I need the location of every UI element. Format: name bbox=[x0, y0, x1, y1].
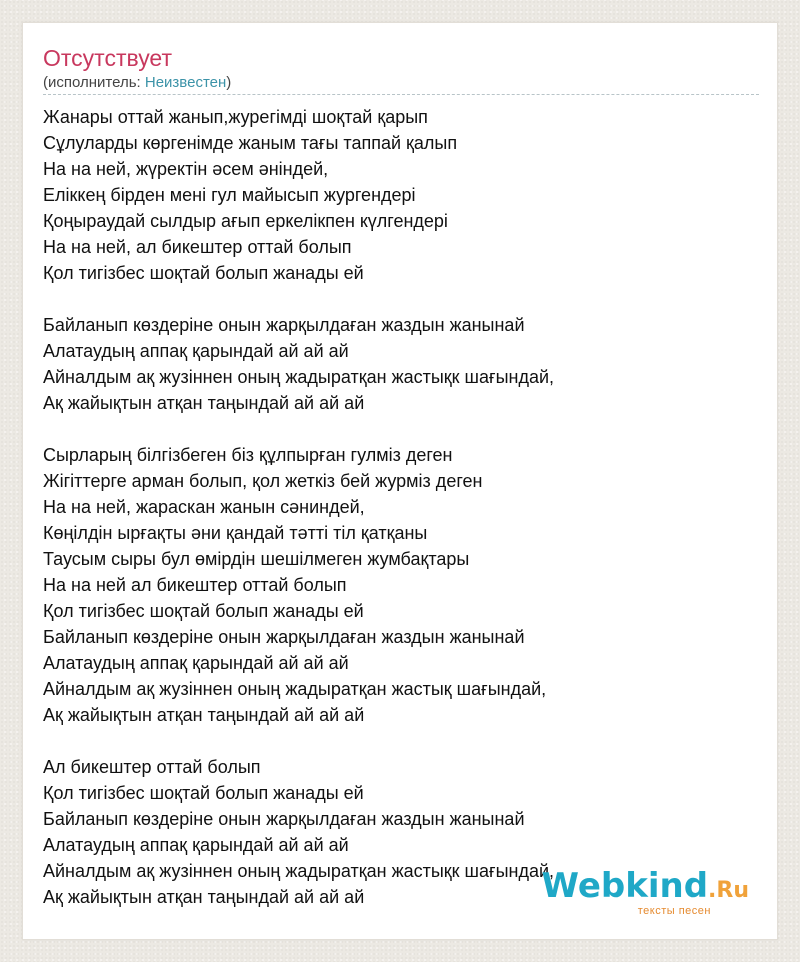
lyrics-text bbox=[43, 104, 759, 910]
lyric-line: Алатаудың аппақ қарындай ай ай ай bbox=[43, 653, 349, 673]
lyric-line: Сұлуларды көргенімде жаным тағы таппай қалып bbox=[43, 133, 458, 153]
song-title: Отсутствует bbox=[43, 45, 172, 71]
logo-word: Webkind bbox=[541, 866, 709, 906]
lyric-line: Қол тигізбес шоқтай болып жанады ей bbox=[43, 263, 364, 283]
lyric-line: Айналдым ақ жузіннен оның жадыратқан жастықк шағындай, bbox=[43, 367, 555, 387]
lyric-line: Алатаудың аппақ қарындай ай ай ай bbox=[43, 341, 349, 361]
lyric-line: Таусым сыры бул өмірдін шешілмеген жумбақтары bbox=[43, 549, 470, 569]
lyric-line: Айналдым ақ жузіннен оның жадыратқан жастық шағындай, bbox=[43, 679, 547, 699]
artist-suffix: ) bbox=[226, 74, 232, 91]
lyric-line: Ақ жайықтын атқан таңындай ай ай ай bbox=[43, 393, 365, 413]
lyric-line: Жанары оттай жанып,журегімді шоқтай қарып bbox=[43, 107, 428, 127]
lyric-line: На на ней ал бикештер оттай болып bbox=[43, 575, 347, 595]
artist-link[interactable]: Неизвестен bbox=[144, 74, 227, 91]
webkind-logo[interactable] bbox=[542, 868, 749, 917]
artist-line bbox=[43, 73, 231, 93]
lyric-line: Ал бикештер оттай болып bbox=[43, 757, 261, 777]
lyrics-stanza bbox=[43, 442, 759, 728]
lyrics-stanza bbox=[43, 104, 759, 286]
artist-prefix: (исполнитель: bbox=[43, 74, 145, 91]
lyric-line: Жігіттерге арман болып, қол жеткіз бей журміз деген bbox=[43, 471, 483, 491]
lyric-line: Көңілдін ырғақты әни қандай тәтті тіл қатқаны bbox=[43, 523, 428, 543]
lyric-line: Ақ жайықтын атқан таңындай ай ай ай bbox=[43, 705, 365, 725]
logo-wordmark bbox=[542, 868, 749, 909]
lyric-line: Байланып көздеріне онын жарқылдаған жаздын жанынай bbox=[43, 315, 525, 335]
dashed-divider bbox=[43, 94, 759, 95]
lyric-line: Алатаудың аппақ қарындай ай ай ай bbox=[43, 835, 349, 855]
lyric-line: Айналдым ақ жузіннен оның жадыратқан жастықк шағындай, bbox=[43, 861, 555, 881]
lyrics-stanza bbox=[43, 312, 759, 416]
lyric-line: На на ней, жүректін әсем әніндей, bbox=[43, 159, 329, 179]
lyric-line: Байланып көздеріне онын жарқылдаған жаздын жанынай bbox=[43, 627, 525, 647]
lyric-line: Еліккең бірден мені гул майысып жургендері bbox=[43, 185, 416, 205]
lyric-line: На на ней, ал бикештер оттай болып bbox=[43, 237, 352, 257]
lyric-line: Ақ жайықтын атқан таңындай ай ай ай bbox=[43, 887, 365, 907]
lyric-line: Қол тигізбес шоқтай болып жанады ей bbox=[43, 783, 364, 803]
logo-tagline: тексты песен bbox=[637, 905, 711, 917]
lyric-line: На на ней, жараскан жанын сәниндей, bbox=[43, 497, 365, 517]
lyric-line: Сырларың білгізбеген біз құлпырған гулміз деген bbox=[43, 445, 453, 465]
lyrics-card bbox=[22, 22, 778, 940]
lyric-line: Қоңыраудай сылдыр ағып еркелікпен күлгендері bbox=[43, 211, 448, 231]
lyric-line: Байланып көздеріне онын жарқылдаған жаздын жанынай bbox=[43, 809, 525, 829]
lyric-line: Қол тигізбес шоқтай болып жанады ей bbox=[43, 601, 364, 621]
logo-tld: .Ru bbox=[708, 878, 749, 903]
